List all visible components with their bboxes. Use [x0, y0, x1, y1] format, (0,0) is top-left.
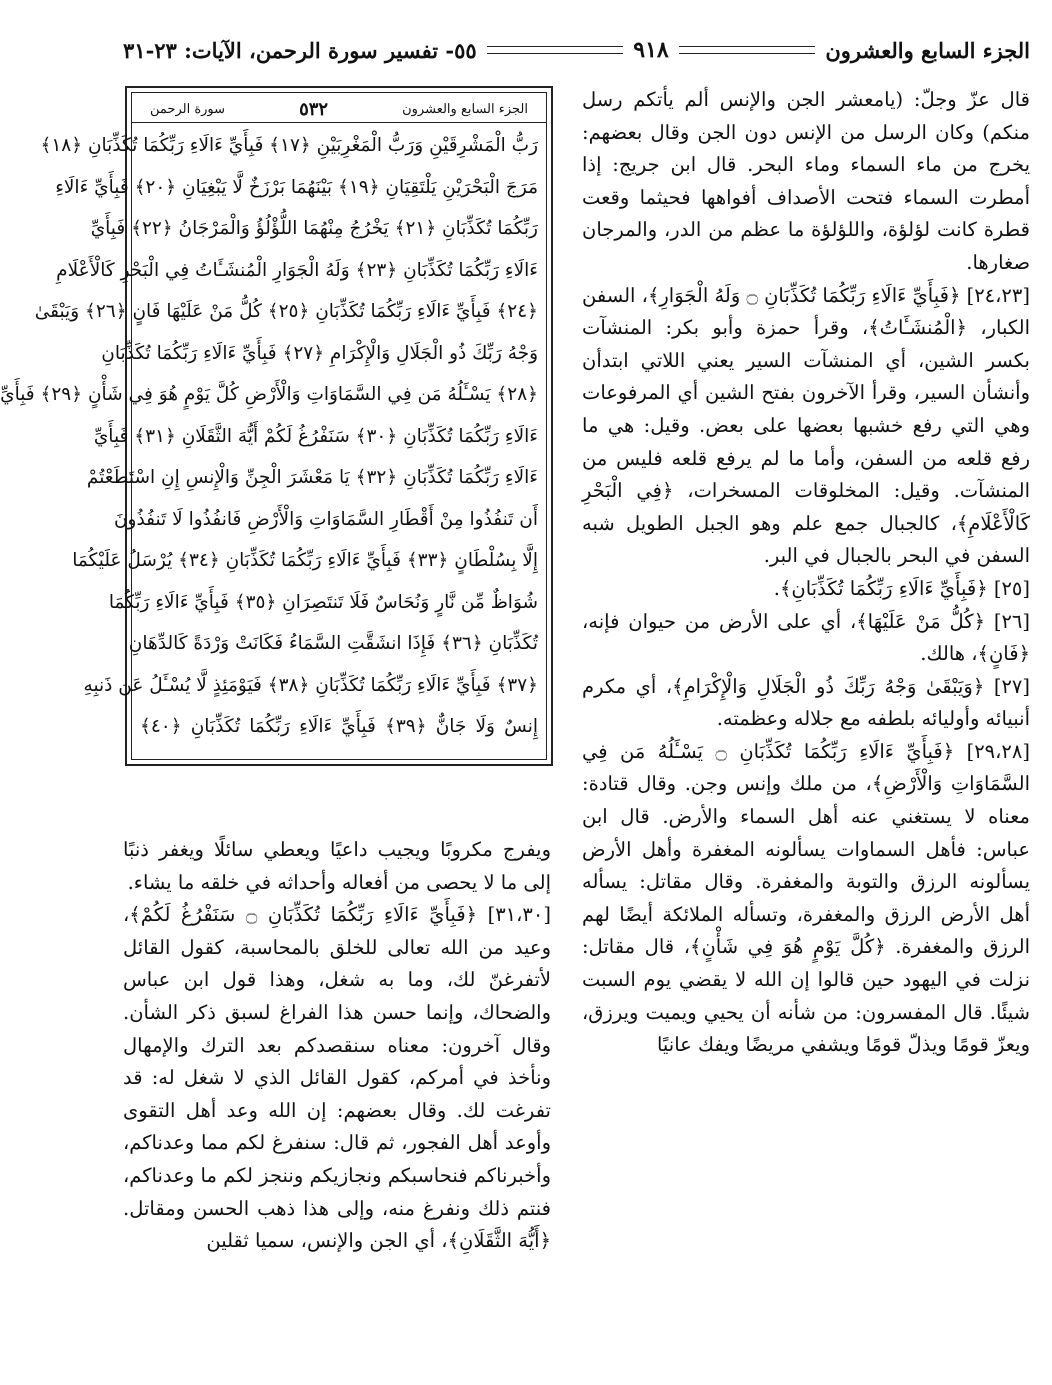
quran-line: ءَالَاءِ رَبِّكُمَا تُكَذِّبَانِ ﴿٣٠﴾ سَنَفْرُغُ لَكُمْ أَيُّهَ الثَّقَلَانِ ﴿٣١﴾ فَبِأَيِّ [93, 425, 538, 447]
quran-line: وَجْهُ رَبِّكَ ذُو الْجَلَالِ وَالْإِكْرَامِ ﴿٢٧﴾ فَبِأَيِّ ءَالَاءِ رَبِّكُمَا تُكَذِّبَانِ [101, 342, 538, 364]
right-column [582, 84, 1030, 1062]
paragraph: [٢٥] ﴿فَبِأَيِّ ءَالَاءِ رَبِّكُمَا تُكَذِّبَانِ﴾. [773, 576, 1030, 600]
header-page-number: ٩١٨ [633, 37, 669, 63]
paragraph: ويفرج مكروبًا ويجيب داعيًا ويعطي سائلًا ويغفر ذنبًا إلى ما لا يحصى من أفعاله وأحداثه في خلقه ما يشاء. [123, 838, 551, 894]
quran-line: رَبُّ الْمَشْرِقَيْنِ وَرَبُّ الْمَغْرِبَيْنِ ﴿١٧﴾ فَبِأَيِّ ءَالَاءِ رَبِّكُمَا تُكَذِّبَانِ ﴿١٨﴾ [40, 135, 538, 156]
mushaf-page-number: ٥٣٢ [299, 99, 329, 120]
mushaf-header [132, 93, 546, 123]
quran-line: شُوَاظٌ مِّن نَّارٍ وَنُحَاسٌ فَلَا تَنتَصِرَانِ ﴿٣٥﴾ فَبِأَيِّ ءَالَاءِ رَبِّكُمَا [108, 591, 538, 613]
header-section: ٥٥- تفسير سورة الرحمن، الآيات: ٢٣-٣١ [123, 37, 477, 63]
mushaf-lines [0, 123, 546, 748]
quran-line: أَن تَنفُذُوا مِنْ أَقْطَارِ السَّمَاوَاتِ وَالْأَرْضِ فَانفُذُوا لَا تَنفُذُونَ [113, 508, 538, 530]
paragraph: [٢٤،٢٣] ﴿فَبِأَيِّ ءَالَاءِ رَبِّكُمَا تُكَذِّبَانِ ۝ وَلَهُ الْجَوَارِ﴾، السفن الكبار، ﴿الْمُنشَـَٔاتُ﴾، وقرأ حمزة وأبو بكر: المنشآت بكسر الشين، أي المنشآت السير يعني اللاتي ابتدأن وأنشأن السير، وقرأ الآخرون بفتح الشين أي المرفوعات وهي التي رفع خشبها بعضها على بعض. وقيل: هي ما رفع قلعه من السفن، وأما ما لم يرفع قلعه فليس من المنشآت. وقيل: المخلوقات المسخرات، ﴿فِي الْبَحْرِ كَالْأَعْلَامِ﴾، كالجبال جمع علم وهو الجبل الطويل شبه السفن في البحر بالجبال في البر. [582, 283, 1030, 568]
quran-line: إِنسٌ وَلَا جَانٌّ ﴿٣٩﴾ فَبِأَيِّ ءَالَاءِ رَبِّكُمَا تُكَذِّبَانِ ﴿٤٠﴾ [140, 716, 539, 737]
quran-line: إِلَّا بِسُلْطَانٍ ﴿٣٣﴾ فَبِأَيِّ ءَالَاءِ رَبِّكُمَا تُكَذِّبَانِ ﴿٣٤﴾ يُرْسَلُ عَلَيْكُمَا [72, 550, 538, 571]
page-header [123, 28, 1030, 72]
paragraph: [٢٦] ﴿كُلُّ مَنْ عَلَيْهَا﴾، أي على الأرض من حيوان فإنه، ﴿فَانٍ﴾، هالك. [582, 609, 1030, 666]
header-rule [679, 46, 816, 54]
quran-line: رَبِّكُمَا تُكَذِّبَانِ ﴿٢١﴾ يَخْرُجُ مِنْهُمَا اللُّؤْلُؤُ وَالْمَرْجَانُ ﴿٢٢﴾ فَبِأَيِّ [90, 218, 538, 239]
left-column [123, 834, 551, 1258]
quran-line: ﴿٢٤﴾ فَبِأَيِّ ءَالَاءِ رَبِّكُمَا تُكَذِّبَانِ ﴿٢٥﴾ كُلُّ مَنْ عَلَيْهَا فَانٍ ﴿٢٦﴾ وَيَبْقَىٰ [34, 301, 538, 322]
quran-line: ءَالَاءِ رَبِّكُمَا تُكَذِّبَانِ ﴿٣٢﴾ يَا مَعْشَرَ الْجِنِّ وَالْإِنسِ إِنِ اسْتَطَعْتُمْ [86, 467, 538, 488]
quran-line: تُكَذِّبَانِ ﴿٣٦﴾ فَإِذَا انشَقَّتِ السَّمَاءُ فَكَانَتْ وَرْدَةً كَالدِّهَانِ [128, 633, 538, 654]
header-part: الجزء السابع والعشرون [825, 37, 1030, 63]
header-rule [487, 46, 624, 54]
mushaf-surah-label: سورة الرحمن [150, 102, 226, 117]
paragraph: قال عزّ وجلّ: (يامعشر الجن والإنس ألم يأتكم رسل منكم) وكان الرسل من الإنس دون الجن وقال بعضهم: يخرج من ماء السماء وماء البحر. قال ابن جريج: إذا أمطرت السماء فتحت الأصداف أفواهها فحيثما وقعت قطرة كانت لؤلؤة، واللؤلؤة ما عظم من الدر، والمرجان صغارها. [582, 88, 1030, 274]
quran-line: ﴿٢٨﴾ يَسْـَٔلُهُ مَن فِي السَّمَاوَاتِ وَالْأَرْضِ كُلَّ يَوْمٍ هُوَ فِي شَأْنٍ ﴿٢٩﴾ فَبِأَيِّ [0, 384, 538, 405]
quran-line: ﴿٣٧﴾ فَبِأَيِّ ءَالَاءِ رَبِّكُمَا تُكَذِّبَانِ ﴿٣٨﴾ فَيَوْمَئِذٍ لَّا يُسْـَٔلُ عَن ذَنبِهِ [83, 674, 538, 696]
quran-line: ءَالَاءِ رَبِّكُمَا تُكَذِّبَانِ ﴿٢٣﴾ وَلَهُ الْجَوَارِ الْمُنشَـَٔاتُ فِي الْبَحْرِ كَالْأَعْلَامِ [56, 259, 538, 281]
mushaf-page-frame [0, 86, 553, 766]
paragraph: [٢٧] ﴿وَيَبْقَىٰ وَجْهُ رَبِّكَ ذُو الْجَلَالِ وَالْإِكْرَامِ﴾، أي مكرم أنبيائه وأوليائه بلطفه مع جلاله وعظمته. [582, 674, 1030, 731]
quran-line: مَرَجَ الْبَحْرَيْنِ يَلْتَقِيَانِ ﴿١٩﴾ بَيْنَهُمَا بَرْزَخٌ لَّا يَبْغِيَانِ ﴿٢٠﴾ فَبِأَيِّ ءَالَاءِ [55, 176, 538, 198]
mushaf-juz-label: الجزء السابع والعشرون [402, 102, 528, 117]
paragraph: [٣١،٣٠] ﴿فَبِأَيِّ ءَالَاءِ رَبِّكُمَا تُكَذِّبَانِ ۝ سَنَفْرُغُ لَكُمْ﴾، وعيد من الله تعالى للخلق بالمحاسبة، كقول القائل لأتفرغنّ لك، وما به شغل، وهذا قول ابن عباس والضحاك، وإنما حسن هذا الفراغ لسبق ذكر الشأن. وقال آخرون: معناه سنقصدكم بعد الترك والإمهال ونأخذ في أمركم، كقول القائل الذي لا شغل له: قد تفرغت لك. وقال بعضهم: إن الله وعد أهل التقوى وأوعد أهل الفجور، ثم قال: سنفرغ لكم مما وعدناكم، وأخبرناكم فنحاسبكم ونجازيكم وننجز لكم ما وعدناكم، فنتم ذلك ونفرغ منه، وإلى هذا ذهب الحسن ومقاتل. ﴿أَيُّهَ الثَّقَلَانِ﴾، أي الجن والإنس، سميا ثقلين [123, 903, 551, 1253]
paragraph: [٢٩،٢٨] ﴿فَبِأَيِّ ءَالَاءِ رَبِّكُمَا تُكَذِّبَانِ ۝ يَسْـَٔلُهُ مَن فِي السَّمَاوَاتِ وَالْأَرْضِ﴾، من ملك وإنس وجن. وقال قتادة: معناه لا يستغني عنه أهل السماء والأرض. قال ابن عباس: فأهل السماوات يسألونه المغفرة وأهل الأرض يسألونه الرزق والتوبة والمغفرة. وقال مقاتل: يسأله أهل الأرض الرزق والمغفرة، وتسأله الملائكة أيضًا لهم الرزق والمغفرة. ﴿كُلَّ يَوْمٍ هُوَ فِي شَأْنٍ﴾، قال مقاتل: نزلت في اليهود حين قالوا إن الله لا يقضي يوم السبت شيئًا. قال المفسرون: من شأنه أن يحيي ويميت ويرزق، ويعزّ قومًا ويذلّ قومًا ويشفي مريضًا ويفك عانيًا [582, 739, 1030, 1057]
